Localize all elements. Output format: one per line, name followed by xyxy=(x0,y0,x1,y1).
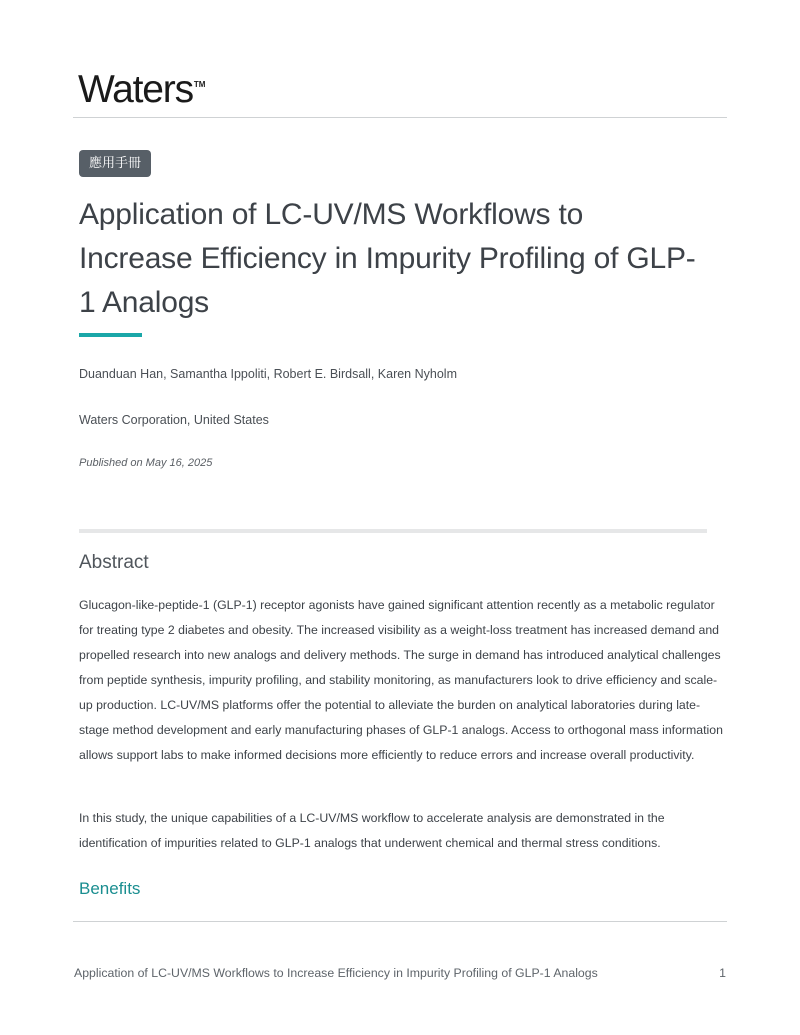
abstract-paragraph: In this study, the unique capabilities of a LC-UV/MS workflow to accelerate analysis are demonstrated in the identification of impurities related to GLP-1 analogs that underwent chemical and thermal stress conditions. xyxy=(79,811,665,850)
logo-trademark: TM xyxy=(193,80,206,89)
authors: Duanduan Han, Samantha Ippoliti, Robert E. Birdsall, Karen Nyholm xyxy=(79,367,457,381)
affiliation: Waters Corporation, United States xyxy=(79,413,269,427)
waters-logo xyxy=(78,70,205,109)
publication-date: Published on May 16, 2025 xyxy=(79,457,213,469)
abstract-heading: Abstract xyxy=(79,552,149,573)
document-type-badge: 應用手冊 xyxy=(79,150,151,177)
title-accent-bar xyxy=(79,333,142,337)
document-title: Application of LC-UV/MS Workflows to Increase Efficiency in Impurity Profiling of GLP-1 Analogs xyxy=(79,198,696,319)
footer-title: Application of LC-UV/MS Workflows to Increase Efficiency in Impurity Profiling of GLP-1 Analogs xyxy=(74,966,598,980)
logo-text: Waters xyxy=(78,68,193,111)
benefits-heading: Benefits xyxy=(79,879,141,898)
section-divider xyxy=(79,529,707,533)
footer-divider xyxy=(73,921,727,922)
page-number: 1 xyxy=(719,966,726,980)
abstract-paragraph: Glucagon-like-peptide-1 (GLP-1) receptor agonists have gained significant attention recently as a metabolic regulator for treating type 2 diabetes and obesity. The increased visibility as a weight-loss treatment has increased demand and propelled research into new analogs and delivery methods. The surge in demand has introduced analytical challenges from peptide synthesis, impurity profiling, and stability monitoring, as manufacturers look to drive efficiency and scale-up production. LC-UV/MS platforms offer the potential to alleviate the burden on analytical laboratories during late-stage method development and early manufacturing phases of GLP-1 analogs. Access to orthogonal mass information allows support labs to make informed decisions more efficiently to reduce errors and increase overall productivity. xyxy=(79,598,723,762)
header-divider xyxy=(73,117,727,118)
